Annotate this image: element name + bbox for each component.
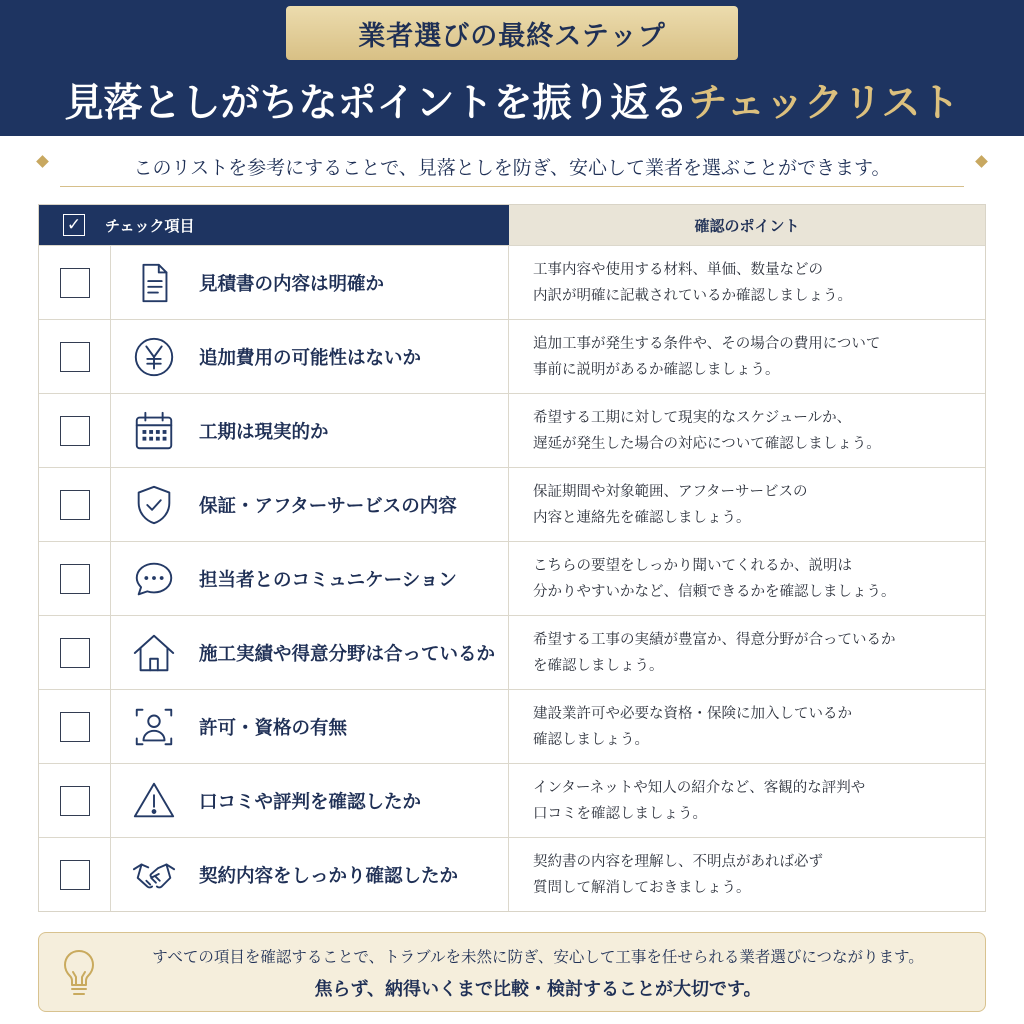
table-header [39, 205, 985, 245]
desc-line: インターネットや知人の紹介など、客観的な評判や [533, 779, 866, 796]
table-row [39, 763, 985, 837]
table-row [39, 837, 985, 911]
item-label: 工期は現実的か [199, 421, 329, 443]
desc-line: 分かりやすいかなど、信頼できるかを確認しましょう。 [533, 583, 896, 600]
title-accent: チェックリスト [688, 80, 960, 126]
footer-line-2: 焦らず、納得いくまで比較・検討することが大切です。 [314, 979, 762, 1000]
house-icon [129, 628, 179, 678]
item-label: 見積書の内容は明確か [199, 273, 385, 295]
row-checkbox[interactable] [60, 564, 90, 594]
row-description [509, 468, 985, 541]
shield-check-icon [129, 480, 179, 530]
row-description [509, 542, 985, 615]
table-row [39, 689, 985, 763]
row-description [509, 616, 985, 689]
id-badge-icon [129, 702, 179, 752]
desc-line: 確認しましょう。 [533, 731, 649, 748]
yen-icon [129, 332, 179, 382]
handshake-icon [129, 850, 179, 900]
desc-line: 内容と連絡先を確認しましょう。 [533, 509, 751, 526]
row-checkbox[interactable] [60, 490, 90, 520]
row-checkbox[interactable] [60, 860, 90, 890]
table-row [39, 319, 985, 393]
calendar-icon [129, 406, 179, 456]
header-left-label: チェック項目 [105, 216, 195, 235]
header-check-icon: ✓ [63, 214, 85, 236]
item-label: 契約内容をしっかり確認したか [199, 865, 459, 887]
page-title [0, 70, 1024, 130]
row-description [509, 320, 985, 393]
row-description [509, 838, 985, 911]
header-right: 確認のポイント [509, 205, 985, 245]
item-label: 担当者とのコミュニケーション [199, 569, 457, 591]
item-label: 追加費用の可能性はないか [199, 347, 422, 369]
title-main: 見落としがちなポイントを振り返る [64, 80, 689, 126]
footer-line-1: すべての項目を確認することで、トラブルを未然に防ぎ、安心して工事を任せられる業者選びにつながります。 [152, 948, 924, 966]
desc-line: 事前に説明があるか確認しましょう。 [533, 361, 780, 378]
table-row [39, 541, 985, 615]
desc-line: 契約書の内容を理解し、不明点があれば必ず [533, 853, 823, 870]
row-checkbox[interactable] [60, 416, 90, 446]
warning-icon [129, 776, 179, 826]
row-checkbox[interactable] [60, 786, 90, 816]
table-row [39, 245, 985, 319]
desc-line: 工事内容や使用する材料、単価、数量などの [533, 261, 823, 278]
checklist-table [38, 204, 986, 912]
row-description [509, 764, 985, 837]
desc-line: 質問して解消しておきましょう。 [533, 879, 751, 896]
row-checkbox[interactable] [60, 342, 90, 372]
header-left [39, 205, 509, 245]
item-label: 保証・アフターサービスの内容 [199, 495, 457, 517]
row-checkbox[interactable] [60, 268, 90, 298]
item-label: 施工実績や得意分野は合っているか [199, 643, 496, 665]
row-description [509, 246, 985, 319]
table-row [39, 393, 985, 467]
chat-bubble-icon [129, 554, 179, 604]
intro-divider [60, 186, 964, 187]
item-label: 許可・資格の有無 [199, 717, 348, 739]
footer-note [38, 932, 986, 1012]
table-row [39, 615, 985, 689]
row-description [509, 690, 985, 763]
desc-line: 口コミを確認しましょう。 [533, 805, 707, 822]
desc-line: 遅延が発生した場合の対応について確認しましょう。 [533, 435, 881, 452]
row-checkbox[interactable] [60, 638, 90, 668]
lightbulb-icon [59, 947, 99, 1001]
item-label: 口コミや評判を確認したか [199, 791, 422, 813]
desc-line: 希望する工事の実績が豊富か、得意分野が合っているか [533, 631, 896, 648]
desc-line: 保証期間や対象範囲、アフターサービスの [533, 483, 808, 500]
document-icon [129, 258, 179, 308]
row-checkbox[interactable] [60, 712, 90, 742]
desc-line: を確認しましょう。 [533, 657, 664, 674]
desc-line: 希望する工期に対して現実的なスケジュールか、 [533, 409, 852, 426]
desc-line: 建設業許可や必要な資格・保険に加入しているか [533, 705, 852, 722]
header-ribbon: 業者選びの最終ステップ [286, 6, 738, 60]
table-row [39, 467, 985, 541]
intro-text: このリストを参考にすることで、見落としを防ぎ、安心して業者を選ぶことができます。 [133, 156, 891, 179]
desc-line: こちらの要望をしっかり聞いてくれるか、説明は [533, 557, 852, 574]
desc-line: 追加工事が発生する条件や、その場合の費用について [533, 335, 881, 352]
desc-line: 内訳が明確に記載されているか確認しましょう。 [533, 287, 852, 304]
row-description [509, 394, 985, 467]
